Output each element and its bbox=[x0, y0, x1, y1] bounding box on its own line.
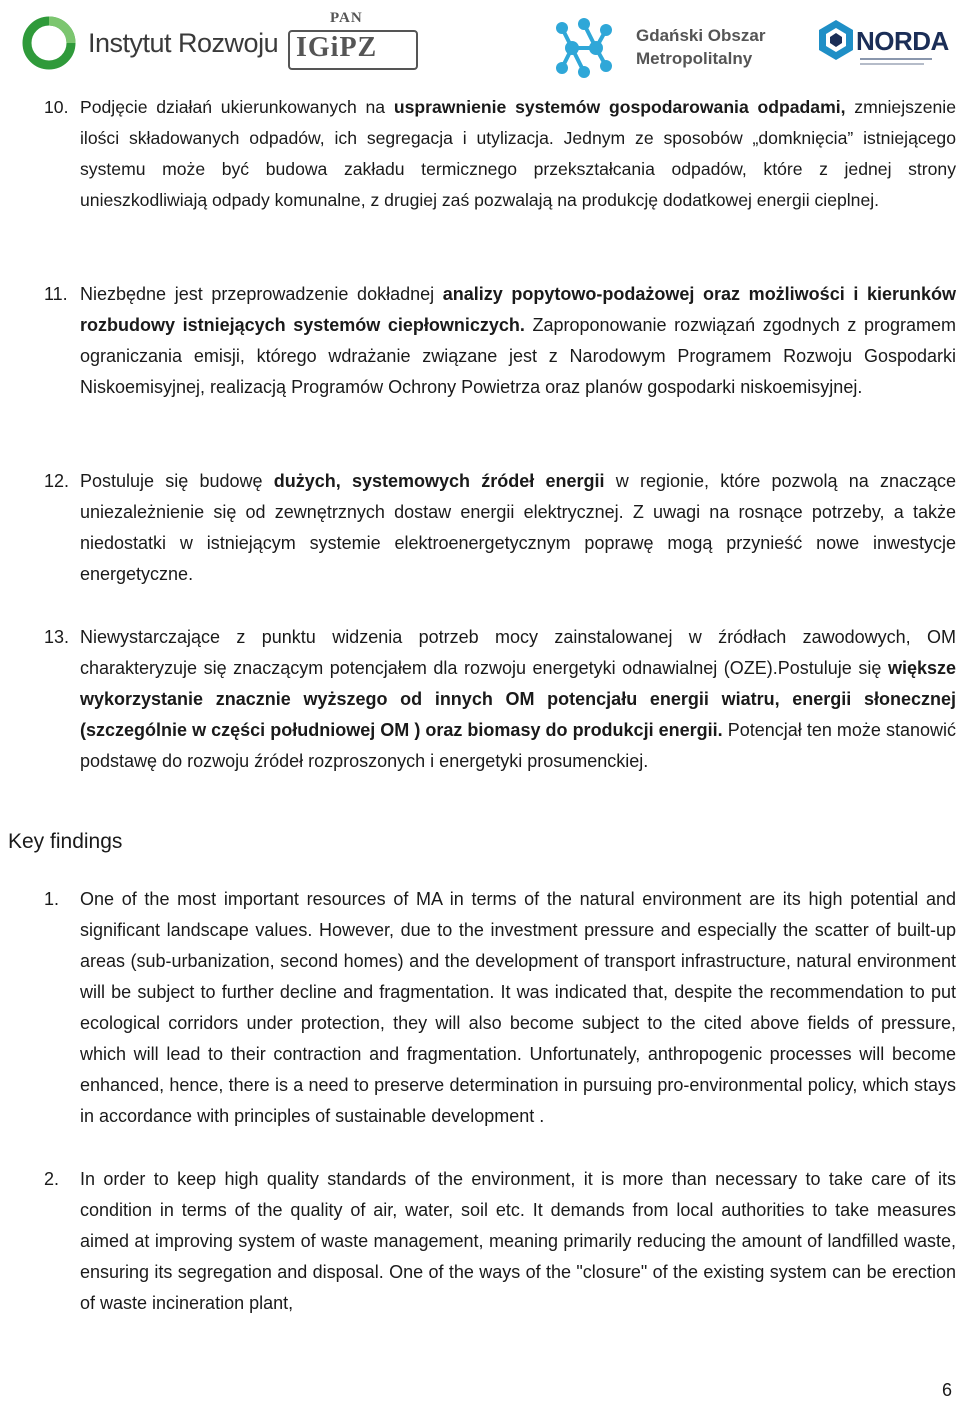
item-number: 12. bbox=[44, 471, 70, 491]
item-text bbox=[80, 1164, 956, 1319]
norda-name: NORDA bbox=[856, 26, 949, 56]
item-number: 1. bbox=[44, 889, 60, 909]
key-findings-heading: Key findings bbox=[8, 830, 123, 853]
instytut-rozwoju-name: Instytut Rozwoju bbox=[88, 28, 279, 58]
gdanski-obszar-logo bbox=[552, 14, 772, 74]
pan-igipz-logo bbox=[288, 10, 423, 74]
instytut-rozwoju-logo bbox=[22, 14, 279, 74]
page-number: 6 bbox=[941, 1380, 952, 1400]
item-text bbox=[80, 622, 956, 777]
item-text-part: w regionie, które pozwolą na znaczące uniezależnienie się od zewnętrznych dostaw energii elektrycznej. Z uwagi na rosnące potrzeby, a także niedostatki w istniejącym systemie elektroenergetycznym poprawę mogą przynieść nowe inwestycje energetyczne. bbox=[80, 471, 956, 584]
norda-tagline-line bbox=[860, 58, 932, 60]
item-text-bold: analizy popytowo-podażowej oraz możliwości i kierunków rozbudowy istniejących systemów ciepłowniczych. bbox=[80, 284, 956, 335]
norda-hexagon-icon bbox=[816, 18, 856, 62]
item-number: 11. bbox=[44, 284, 68, 304]
item-text-part: In order to keep high quality standards of the environment, it is more than necessary to take care of its condition in terms of the quality of air, water, soil etc. It demands from local authorities to take measures aimed at improving system of waste management, meaning primarily reducing the amount of landfilled waste, ensuring its segregation and disposal. One of the ways of the "closure" of the existing system can be erection of waste incineration plant, bbox=[80, 1169, 956, 1313]
item-text-bold: dużych, systemowych źródeł energii bbox=[273, 471, 605, 491]
item-text-part: Podjęcie działań ukierunkowanych na bbox=[80, 97, 394, 117]
item-text-part: Postuluje się budowę bbox=[80, 471, 274, 491]
pan-label: PAN bbox=[330, 10, 363, 26]
item-text-part: One of the most important resources of MA in terms of the natural environment are its high potential and significant landscape values. However, due to the investment pressure and especially the scatter of built-up areas (sub-urbanization, second homes) and the development of transport infrastructure, natural environment will be subject to further decline and fragmentation. It was indicated that, despite the recommendation to put ecological corridors under protection, they will also become subject to the cited above fields of pressure, which will lead to their contraction and fragmentation. Unfortunately, anthropogenic processes will become enhanced, hence, there is a need to preserve determination in pursuing pro-environmental policy, which stays in accordance with principles of sustainable development . bbox=[80, 889, 956, 1126]
item-text-part: Potencjał ten może stanowić podstawę do rozwoju źródeł rozproszonych i energetyki prosumenckiej. bbox=[80, 720, 956, 771]
item-text-part: Niezbędne jest przeprowadzenie dokładnej bbox=[80, 284, 443, 304]
item-text bbox=[80, 279, 956, 403]
header-logos bbox=[0, 0, 960, 80]
instytut-rozwoju-ring-icon bbox=[22, 16, 76, 70]
norda-logo bbox=[816, 14, 949, 74]
item-text bbox=[80, 92, 956, 216]
item-text bbox=[80, 466, 956, 590]
item-text-part: Zaproponowanie rozwiązań zgodnych z programem ograniczania emisji, którego wdrażanie związane jest z Narodowym Programem Rozwoju Gospodarki Niskoemisyjnej, realizacją Programów Ochrony Powietrza oraz planów gospodarki niskoemisyjnej. bbox=[80, 315, 957, 397]
item-number: 10. bbox=[44, 97, 69, 117]
igipz-label: IGiPZ bbox=[296, 32, 378, 63]
item-text-bold: usprawnienie systemów gospodarowania odpadami, bbox=[393, 97, 846, 117]
gom-title-line2: Metropolitalny bbox=[636, 49, 753, 68]
gom-network-icon bbox=[552, 16, 616, 80]
item-text bbox=[80, 884, 956, 1132]
item-number: 2. bbox=[44, 1169, 60, 1189]
item-text-part: Niewystarczające z punktu widzenia potrzeb mocy zainstalowanej w źródłach zawodowych, OM charakteryzuje się znaczącym potencjałem dla rozwoju energetyki odnawialnej (OZE).Postuluje się bbox=[80, 627, 956, 678]
item-text-part: zmniejszenie ilości składowanych odpadów, ich segregacja i utylizacja. Jednym ze sposobów „domknięcia” istniejącego systemu może być budowa zakładu termicznego przekształcania odpadów, które z jednej strony unieszkodliwiają odpady komunalne, z drugiej zaś pozwalają na produkcję dodatkowej energii cieplnej. bbox=[80, 97, 956, 210]
item-number: 13. bbox=[44, 627, 70, 647]
item-text-bold: większe wykorzystanie znacznie wyższego od innych OM potencjału energii wiatru, energii słonecznej (szczególnie w części południowej OM ) oraz biomasy do produkcji energii. bbox=[80, 658, 956, 740]
norda-tagline-line bbox=[860, 63, 924, 65]
gom-title-line1: Gdański Obszar bbox=[636, 26, 766, 45]
